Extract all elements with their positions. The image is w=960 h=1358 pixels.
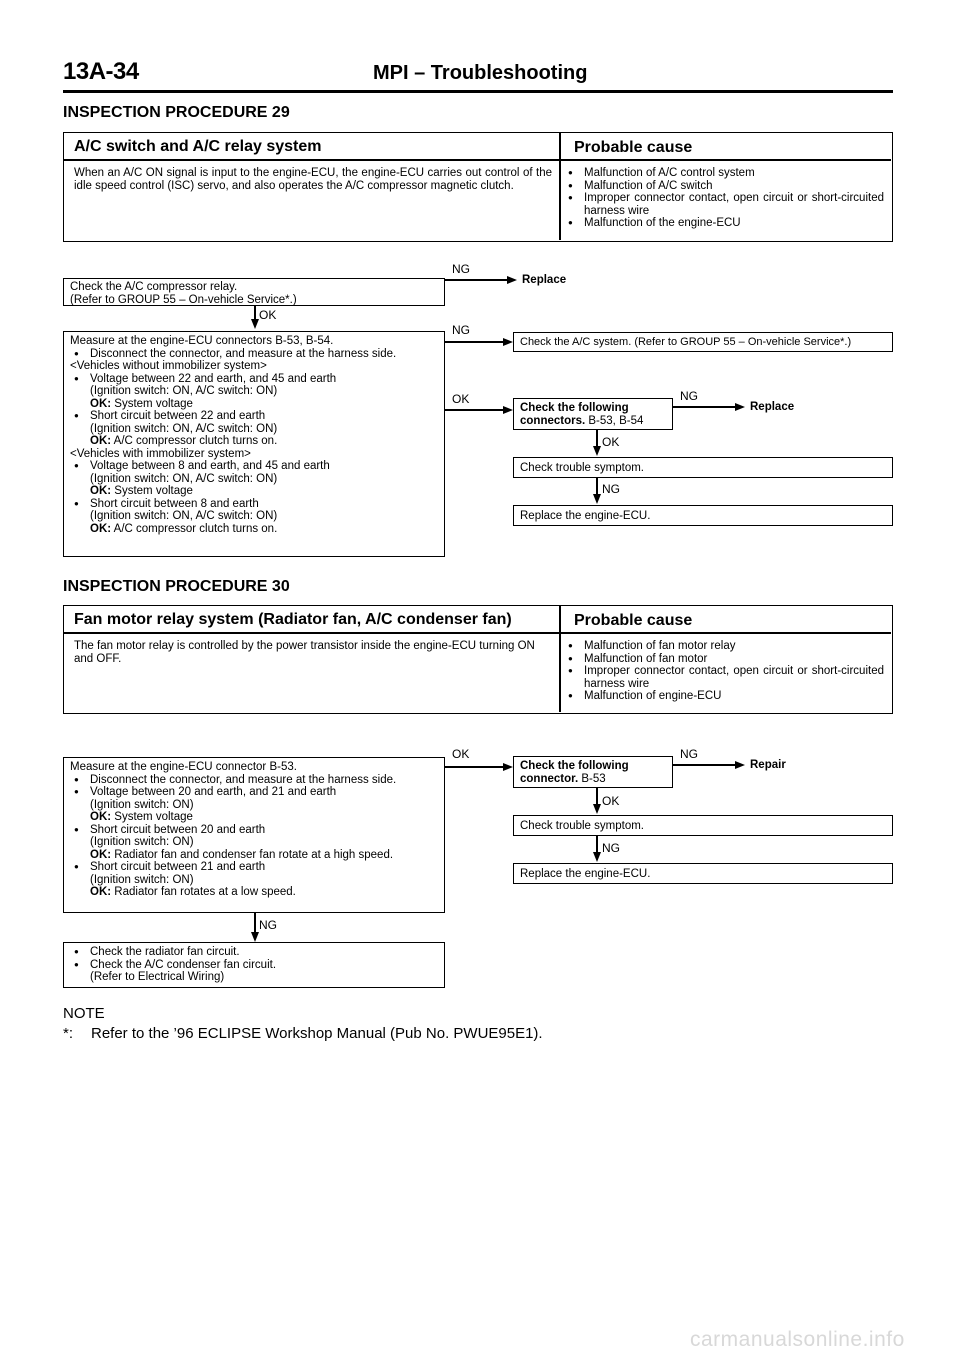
proc29-conn-ng-action: Replace bbox=[750, 401, 795, 413]
ok-label: OK: bbox=[90, 886, 112, 898]
proc29-description: When an A/C ON signal is input to the engine-ECU, the engine-ECU carries out control of the idle speed control (ISC) servo, and also operates the A/C compressor magnetic clutch. bbox=[74, 167, 552, 192]
ok-value: Radiator fan and condenser fan rotate at a high speed. bbox=[114, 848, 394, 861]
list-item: ● Check the radiator fan circuit. bbox=[70, 946, 438, 959]
ok-label: OK: bbox=[90, 811, 112, 823]
proc29-step2-box bbox=[63, 331, 445, 557]
ok-label: OK: bbox=[90, 435, 112, 447]
proc29-step2-b5-sub: (Ignition switch: ON, A/C switch: ON) bbox=[90, 510, 278, 522]
list-item: ● Short circuit between 22 and earth bbox=[70, 410, 438, 423]
proc30-conn-line1: Check the following bbox=[520, 760, 629, 772]
proc29-conn-ng-label: NG bbox=[680, 389, 698, 403]
proc29-trouble-box: Check trouble symptom. bbox=[513, 457, 893, 478]
proc30-conn-ng-action: Repair bbox=[750, 759, 786, 771]
proc29-step1-line1: Check the A/C compressor relay. bbox=[70, 281, 238, 293]
arrow-right-icon bbox=[507, 276, 517, 284]
arrow-right-icon bbox=[503, 406, 513, 414]
arrow-right-icon bbox=[735, 403, 745, 411]
arrow-down-icon bbox=[593, 852, 601, 862]
proc30-replace-box: Replace the engine-ECU. bbox=[513, 863, 893, 884]
proc30-connector-box bbox=[513, 756, 673, 788]
proc29-heading: INSPECTION PROCEDURE 29 bbox=[63, 104, 290, 121]
proc29-step2-group1: <Vehicles without immobilizer system> bbox=[70, 360, 267, 372]
proc29-cause-list bbox=[564, 167, 884, 230]
list-item: ● Voltage between 8 and earth, and 45 and earth bbox=[70, 460, 438, 473]
list-item: ● Voltage between 22 and earth, and 45 and earth bbox=[70, 373, 438, 386]
proc29-trouble-ng-label: NG bbox=[602, 482, 620, 496]
proc29-step1-ng-label: NG bbox=[452, 262, 470, 276]
list-item: ● Malfunction of fan motor bbox=[564, 653, 884, 666]
ok-value: System voltage bbox=[114, 485, 193, 497]
list-item: ● Check the A/C condenser fan circuit. bbox=[70, 959, 438, 972]
proc29-step1-ok-label: OK bbox=[259, 308, 277, 322]
proc30-final-box bbox=[63, 942, 445, 988]
proc29-step2-b4-sub: (Ignition switch: ON, A/C switch: ON) bbox=[90, 472, 278, 485]
ok-label: OK: bbox=[90, 848, 112, 861]
list-item: ● Short circuit between 21 and earth bbox=[70, 861, 438, 874]
list-item: ● Improper connector contact, open circuit or short-circuited harness wire bbox=[564, 665, 884, 690]
note-title: NOTE bbox=[63, 1005, 105, 1022]
proc29-step2-b3-sub: (Ignition switch: ON, A/C switch: ON) bbox=[90, 422, 278, 435]
list-item: ● Malfunction of A/C switch bbox=[564, 180, 884, 193]
proc30-step1-title: Measure at the engine-ECU connector B-53. bbox=[70, 761, 297, 773]
list-item: ● Short circuit between 20 and earth bbox=[70, 824, 438, 837]
arrow-down-icon bbox=[251, 932, 259, 942]
ok-label: OK: bbox=[90, 485, 112, 497]
proc30-info-table bbox=[63, 605, 893, 714]
arrow-right-icon bbox=[503, 763, 513, 771]
list-item: ● Improper connector contact, open circuit or short-circuited harness wire bbox=[564, 192, 884, 217]
proc29-step2-group2: <Vehicles with immobilizer system> bbox=[70, 447, 251, 460]
proc30-conn-ok-label: OK bbox=[602, 794, 620, 808]
proc29-replace-box: Replace the engine-ECU. bbox=[513, 505, 893, 526]
proc29-connector-box bbox=[513, 398, 673, 430]
arrow-down-icon bbox=[593, 494, 601, 504]
proc30-step1-ok-label: OK bbox=[452, 747, 470, 761]
proc30-step1-box bbox=[63, 757, 445, 913]
proc30-step1-ng-label: NG bbox=[259, 918, 277, 932]
proc29-ac-system-box: Check the A/C system. (Refer to GROUP 55 – On-vehicle Service*.) bbox=[513, 332, 893, 352]
proc30-cause-list bbox=[564, 640, 884, 703]
list-item: ● Malfunction of fan motor relay bbox=[564, 640, 884, 653]
proc30-trouble-ng-label: NG bbox=[602, 841, 620, 855]
proc29-conn-ok-label: OK bbox=[602, 435, 620, 449]
proc29-step2-ng-label: NG bbox=[452, 323, 470, 337]
proc30-heading: INSPECTION PROCEDURE 30 bbox=[63, 578, 290, 595]
arrow-down-icon bbox=[593, 446, 601, 456]
arrow-right-icon bbox=[503, 338, 513, 346]
proc30-description: The fan motor relay is controlled by the power transistor inside the engine-ECU turning ON and OFF. bbox=[74, 640, 535, 665]
proc30-trouble-box: Check trouble symptom. bbox=[513, 815, 893, 836]
ok-label: OK: bbox=[90, 522, 112, 535]
proc29-step1-line2: (Refer to GROUP 55 – On-vehicle Service*.) bbox=[70, 293, 297, 306]
note-mark: *: bbox=[63, 1025, 74, 1042]
ok-value: A/C compressor clutch turns on. bbox=[113, 522, 278, 535]
proc29-step1-box bbox=[63, 278, 445, 306]
list-item: ● Malfunction of A/C control system bbox=[564, 167, 884, 180]
proc30-conn-ng-label: NG bbox=[680, 747, 698, 761]
proc29-step2-ok-label: OK bbox=[452, 392, 470, 406]
proc30-b3-sub: (Ignition switch: ON) bbox=[90, 836, 194, 848]
proc29-step2-b2-sub: (Ignition switch: ON, A/C switch: ON) bbox=[90, 385, 278, 397]
proc30-conn-bold: connector. bbox=[520, 772, 579, 785]
proc30-b2-sub: (Ignition switch: ON) bbox=[90, 798, 194, 811]
proc29-cause-title: Probable cause bbox=[574, 139, 693, 156]
ok-value: System voltage bbox=[114, 811, 193, 823]
ok-value: Radiator fan rotates at a low speed. bbox=[114, 886, 296, 898]
list-item: ● Voltage between 20 and earth, and 21 and earth bbox=[70, 786, 438, 799]
proc30-final-sub: (Refer to Electrical Wiring) bbox=[90, 971, 225, 983]
proc29-step2-title: Measure at the engine-ECU connectors B-53, B-54. bbox=[70, 335, 334, 347]
arrow-right-icon bbox=[735, 761, 745, 769]
proc30-conn-ids: B-53 bbox=[581, 772, 606, 785]
proc29-conn-ids: B-53, B-54 bbox=[588, 414, 644, 427]
ok-value: A/C compressor clutch turns on. bbox=[113, 435, 278, 447]
list-item: ● Malfunction of engine-ECU bbox=[564, 690, 884, 703]
proc29-step1-ng-action: Replace bbox=[522, 274, 567, 286]
note-text: Refer to the ’96 ECLIPSE Workshop Manual (Pub No. PWUE95E1). bbox=[91, 1025, 543, 1042]
list-item: ● Disconnect the connector, and measure at the harness side. bbox=[70, 774, 438, 787]
proc29-conn-line1: Check the following bbox=[520, 402, 629, 414]
proc30-cause-title: Probable cause bbox=[574, 612, 693, 629]
header-rule bbox=[63, 90, 893, 93]
proc30-b4-sub: (Ignition switch: ON) bbox=[90, 873, 194, 886]
page-title: MPI – Troubleshooting bbox=[373, 62, 588, 84]
proc29-conn-bold: connectors. bbox=[520, 414, 586, 427]
proc30-system-title: Fan motor relay system (Radiator fan, A/C condenser fan) bbox=[74, 611, 512, 628]
arrow-down-icon bbox=[593, 804, 601, 814]
list-item: ● Short circuit between 8 and earth bbox=[70, 498, 438, 511]
arrow-down-icon bbox=[251, 319, 259, 329]
ok-value: System voltage bbox=[114, 397, 193, 410]
page-number: 13A-34 bbox=[63, 58, 139, 85]
proc29-system-title: A/C switch and A/C relay system bbox=[74, 138, 322, 155]
ok-label: OK: bbox=[90, 397, 112, 410]
list-item: ● Malfunction of the engine-ECU bbox=[564, 217, 884, 230]
list-item: ● Disconnect the connector, and measure at the harness side. bbox=[70, 348, 438, 361]
watermark: carmanualsonline.info bbox=[690, 1328, 905, 1351]
proc29-info-table bbox=[63, 132, 893, 242]
